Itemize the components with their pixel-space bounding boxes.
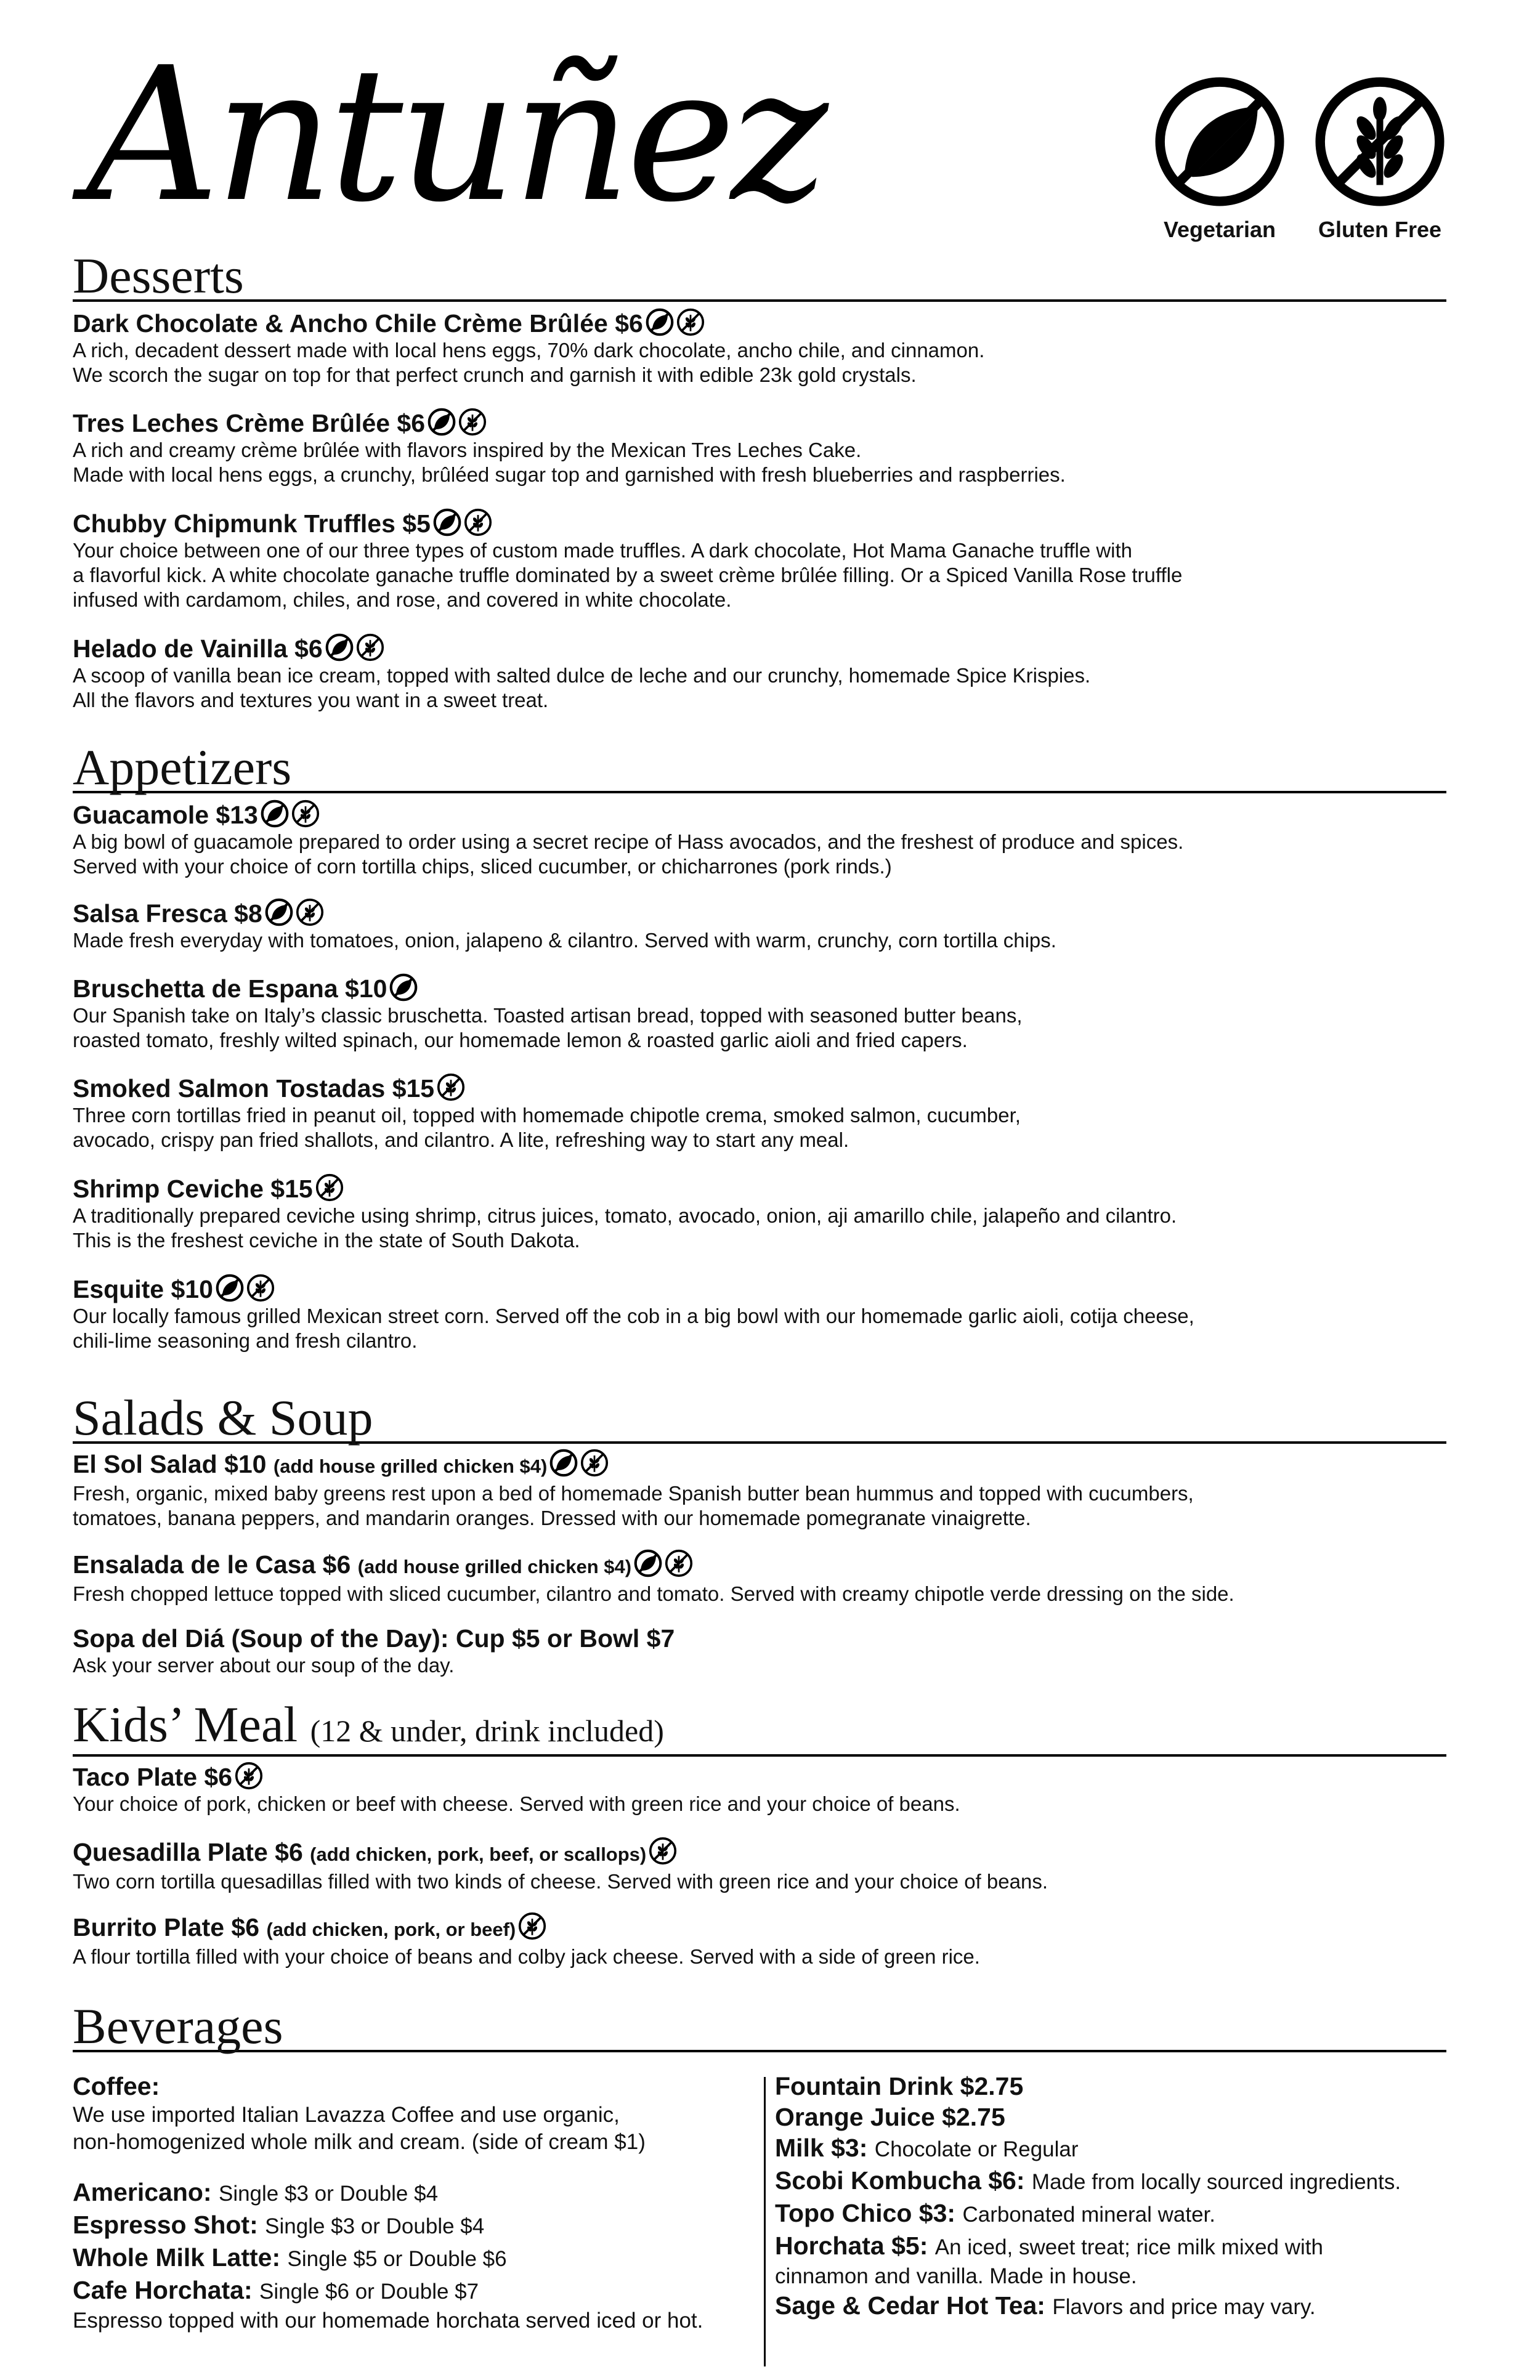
menu-item: [73, 1073, 1453, 1152]
menu-item: [73, 1912, 1453, 1969]
item-description: Fresh chopped lettuce topped with sliced cucumber, cilantro and tomato. Served with creamy chipotle verde dressing on the side.: [73, 1582, 1234, 1605]
beverage-item: Orange Juice $2.75: [775, 2103, 1005, 2131]
section-kids-heading: [73, 1696, 1446, 1757]
menu-item: [73, 1449, 1453, 1531]
gluten-free-icon: [437, 1073, 465, 1101]
beverages-coffee-column: [73, 2071, 756, 2334]
menu-item: [73, 308, 1453, 387]
brand-name: Antuñez: [86, 28, 824, 243]
gluten-free-icon: [296, 898, 324, 926]
item-description: We scorch the sugar on top for that perfect crunch and garnish it with edible 23k gold crystals.: [73, 363, 917, 386]
coffee-description: We use imported Italian Lavazza Coffee and use organic,: [73, 2103, 620, 2127]
beverages-divider: [764, 2077, 766, 2366]
coffee-drink: Americano: Single $3 or Double $4: [73, 2178, 439, 2206]
item-description: avocado, crispy pan fried shallots, and cilantro. A lite, refreshing way to start any meal.: [73, 1128, 849, 1151]
gluten-free-icon: [315, 1173, 344, 1202]
item-note: (add house grilled chicken $4): [273, 1455, 548, 1477]
legend-vegetarian-label: Vegetarian: [1163, 217, 1276, 242]
beverage-item-continued: cinnamon and vanilla. Made in house.: [775, 2264, 1137, 2288]
section-title: Kids’ Meal (12 & under, drink included): [73, 1696, 664, 1752]
menu-item: [73, 898, 1453, 953]
item-name: Esquite $10: [73, 1275, 213, 1303]
gluten-free-icon: [580, 1449, 609, 1477]
item-description: Made with local hens eggs, a crunchy, brûléed sugar top and garnished with fresh blueberries and raspberries.: [73, 463, 1066, 486]
menu-item: [73, 1624, 1453, 1678]
item-description: infused with cardamom, chiles, and rose, and covered in white chocolate.: [73, 588, 732, 611]
item-name: Smoked Salmon Tostadas $15: [73, 1074, 435, 1103]
item-description: Served with your choice of corn tortilla chips, sliced cucumber, or chicharrones (pork rinds.): [73, 855, 892, 878]
item-name: Taco Plate $6: [73, 1763, 233, 1791]
vegetarian-icon: [325, 633, 354, 662]
vegetarian-icon: [216, 1274, 244, 1302]
section-beverages-heading: [73, 1996, 1446, 2052]
menu-item: [73, 1274, 1453, 1353]
section-desserts-heading: [73, 245, 1446, 302]
vegetarian-icon: [265, 898, 293, 926]
vegetarian-icon: [261, 799, 289, 828]
section-appetizers-heading: [73, 737, 1446, 793]
item-description: Made fresh everyday with tomatoes, onion, jalapeno & cilantro. Served with warm, crunchy, corn tortilla chips.: [73, 929, 1056, 952]
item-description: All the flavors and textures you want in a sweet treat.: [73, 689, 549, 711]
gluten-free-icon: [291, 799, 320, 828]
item-description: Ask your server about our soup of the day.: [73, 1654, 455, 1677]
gluten-free-icon: [458, 408, 487, 436]
item-name: Dark Chocolate & Ancho Chile Crème Brûlée $6: [73, 309, 643, 338]
menu-item: [73, 633, 1453, 713]
item-name: Quesadilla Plate $6: [73, 1838, 303, 1866]
item-description: A big bowl of guacamole prepared to order using a secret recipe of Hass avocados, and the freshest of produce and spices.: [73, 830, 1184, 853]
item-description: Fresh, organic, mixed baby greens rest upon a bed of homemade Spanish butter bean hummus and topped with cucumbers,: [73, 1482, 1194, 1505]
item-description: A rich and creamy crème brûlée with flavors inspired by the Mexican Tres Leches Cake.: [73, 439, 862, 461]
item-name: Chubby Chipmunk Truffles $5: [73, 509, 431, 538]
beverage-item: Sage & Cedar Hot Tea: Flavors and price may vary.: [775, 2291, 1316, 2320]
item-description: This is the freshest ceviche in the state of South Dakota.: [73, 1229, 580, 1252]
item-name: Tres Leches Crème Brûlée $6: [73, 409, 426, 437]
item-name: Shrimp Ceviche $15: [73, 1175, 313, 1203]
menu-item: [73, 799, 1453, 879]
beverage-item: Milk $3: Chocolate or Regular: [775, 2134, 1079, 2162]
coffee-description: non-homogenized whole milk and cream. (side of cream $1): [73, 2130, 646, 2154]
vegetarian-icon: [433, 508, 461, 536]
vegetarian-icon: [428, 408, 456, 436]
beverage-item: Scobi Kombucha $6: Made from locally sourced ingredients.: [775, 2166, 1401, 2195]
menu-item: [73, 508, 1453, 612]
item-description: A rich, decadent dessert made with local hens eggs, 70% dark chocolate, ancho chile, and cinnamon.: [73, 339, 985, 362]
legend-gluten-free: [1306, 74, 1454, 253]
item-name: Guacamole $13: [73, 801, 258, 829]
item-name: Salsa Fresca $8: [73, 899, 262, 928]
brand-logo: [74, 18, 824, 265]
menu-item: [73, 1549, 1453, 1606]
coffee-drink: Cafe Horchata: Single $6 or Double $7: [73, 2276, 479, 2304]
section-subtitle: (12 & under, drink included): [310, 1714, 664, 1748]
menu-item: [73, 1173, 1453, 1253]
section-title: Beverages: [73, 1998, 283, 2054]
vegetarian-icon: [634, 1549, 662, 1577]
section-title: Salads & Soup: [73, 1390, 373, 1446]
vegetarian-icon: [389, 973, 418, 1002]
coffee-footer: Espresso topped with our homemade horchata served iced or hot.: [73, 2309, 703, 2333]
section-title: Appetizers: [73, 739, 292, 795]
item-description: Our locally famous grilled Mexican street corn. Served off the cob in a big bowl with our homemade garlic aioli, cotija cheese,: [73, 1305, 1194, 1327]
item-description: Three corn tortillas fried in peanut oil, topped with homemade chipotle crema, smoked salmon, cucumber,: [73, 1104, 1021, 1127]
item-name: Helado de Vainilla $6: [73, 634, 323, 663]
item-description: chili-lime seasoning and fresh cilantro.: [73, 1329, 418, 1352]
vegetarian-icon: [1152, 74, 1287, 209]
item-note: (add chicken, pork, or beef): [266, 1919, 516, 1940]
coffee-heading: Coffee:: [73, 2072, 160, 2100]
gluten-free-icon: [464, 508, 492, 536]
menu-item: [73, 408, 1453, 487]
item-description: tomatoes, banana peppers, and mandarin oranges. Dressed with our homemade pomegranate vinaigrette.: [73, 1507, 1031, 1529]
item-note: (add chicken, pork, beef, or scallops): [310, 1844, 647, 1865]
item-description: Our Spanish take on Italy’s classic bruschetta. Toasted artisan bread, topped with seasoned butter beans,: [73, 1004, 1023, 1027]
item-description: roasted tomato, freshly wilted spinach, our homemade lemon & roasted garlic aioli and fried capers.: [73, 1029, 968, 1051]
gluten-free-icon: [676, 308, 705, 336]
item-description: a flavorful kick. A white chocolate ganache truffle dominated by a sweet crème brûlée filling. Or a Spiced Vanilla Rose truffle: [73, 564, 1183, 586]
gluten-free-icon: [246, 1274, 275, 1302]
menu-item: [73, 973, 1453, 1053]
item-description: A flour tortilla filled with your choice of beans and colby jack cheese. Served with a side of green rice.: [73, 1945, 980, 1968]
beverage-item: Fountain Drink $2.75: [775, 2072, 1024, 2100]
gluten-free-icon: [1312, 74, 1448, 209]
beverages-other-column: [775, 2071, 1459, 2323]
section-salads-heading: [73, 1387, 1446, 1444]
coffee-drink: Espresso Shot: Single $3 or Double $4: [73, 2211, 485, 2239]
gluten-free-icon: [235, 1762, 263, 1790]
legend-gluten-free-label: Gluten Free: [1318, 217, 1442, 242]
item-name: Ensalada de le Casa $6: [73, 1550, 351, 1579]
legend-vegetarian: [1146, 74, 1294, 253]
gluten-free-icon: [518, 1912, 546, 1940]
item-name: El Sol Salad $10: [73, 1450, 267, 1478]
item-description: A scoop of vanilla bean ice cream, topped with salted dulce de leche and our crunchy, homemade Spice Krispies.: [73, 664, 1091, 687]
beverage-item: Topo Chico $3: Carbonated mineral water.: [775, 2199, 1215, 2227]
item-name: Burrito Plate $6: [73, 1913, 260, 1941]
item-description: Your choice between one of our three types of custom made truffles. A dark chocolate, Hot Mama Ganache truffle with: [73, 539, 1133, 562]
vegetarian-icon: [549, 1449, 578, 1477]
menu-item: [73, 1762, 1453, 1816]
item-description: Two corn tortilla quesadillas filled with two kinds of cheese. Served with green rice and your choice of beans.: [73, 1870, 1048, 1893]
item-name: Sopa del Diá (Soup of the Day): Cup $5 or Bowl $7: [73, 1624, 675, 1653]
section-title: Desserts: [73, 248, 244, 304]
item-name: Bruschetta de Espana $10: [73, 974, 387, 1003]
gluten-free-icon: [649, 1837, 677, 1865]
gluten-free-icon: [356, 633, 384, 662]
item-note: (add house grilled chicken $4): [357, 1556, 632, 1577]
gluten-free-icon: [665, 1549, 693, 1577]
coffee-drink: Whole Milk Latte: Single $5 or Double $6: [73, 2243, 507, 2272]
menu-item: [73, 1837, 1453, 1894]
vegetarian-icon: [646, 308, 674, 336]
beverage-item: Horchata $5: An iced, sweet treat; rice milk mixed with: [775, 2232, 1323, 2260]
item-description: A traditionally prepared ceviche using shrimp, citrus juices, tomato, avocado, onion, aji amarillo chile, jalapeño and cilantro.: [73, 1204, 1177, 1227]
item-description: Your choice of pork, chicken or beef with cheese. Served with green rice and your choice of beans.: [73, 1792, 960, 1815]
